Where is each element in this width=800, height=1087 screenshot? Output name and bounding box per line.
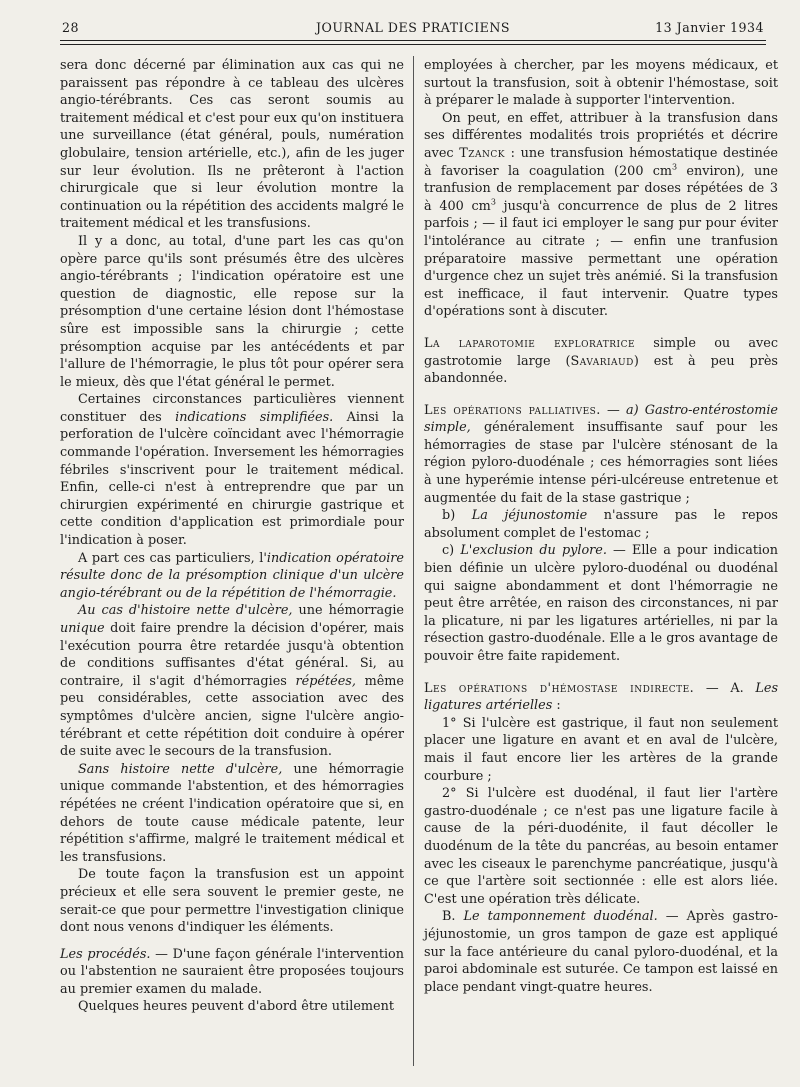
- left-column: [60, 57, 404, 1016]
- paragraph: Certaines circonstances particulières viennent constituer des indications simplifiées. Ainsi la perforation de l'ulcère coïncidant avec l'hémorragie commande l'opération. Inversement les hémorragies fébriles s'inscrivent pour le traitement médical. Enfin, celle-ci n'est à entreprendre que par un chirurgien expérimenté en chirurgie gastrique et cette condition d'application est primordiale pour l'indication à poser.: [60, 392, 404, 549]
- paragraph: 2° Si l'ulcère est duodénal, il faut lier l'artère gastro-duodénale ; ce n'est pas une ligature facile à cause de la péri-duodénite, il faut décoller le duodénum de la tête du pancréas, au besoin entamer avec les ciseaux le parenchyme pancréatique, jusqu'à ce que l'artère soit sectionnée : elle est alors liée. C'est une opération très délicate.: [424, 786, 778, 907]
- paragraph: On peut, en effet, attribuer à la transfusion dans ses différentes modalités trois propriétés et décrire avec Tzanck : une transfusion hémostatique destinée à favoriser la coagulation (200 $cm^3$ environ), une tranfusion de remplacement par doses répétées de 3 à 400 $cm^3$ jusqu'à concurrence de plus de 2 litres parfois ; — il faut ici employer le sang pur pour éviter l'intolérance au citrate ; — enfin une tranfusion préparatoire massive permettant une opération d'urgence chez un sujet très anémié. Si la transfusion est inefficace, il faut intervenir. Quatre types d'opérations sont à discuter.: [424, 110, 779, 320]
- section-heading-paragraph: Les opérations d'hémostase indirecte. — A. Les ligatures artérielles :: [424, 680, 779, 714]
- right-column: [424, 57, 778, 996]
- paragraph: employées à chercher, par les moyens médicaux, et surtout la transfusion, soit à obtenir l'hémostase, soit à préparer le malade à supporter l'intervention.: [424, 58, 778, 109]
- paragraph: Quelques heures peuvent d'abord être utilement: [78, 999, 395, 1015]
- paragraph: A part ces cas particuliers, l'indication opératoire résulte donc de la présomption clinique d'un ulcère angio-térébrant ou de la répétition de l'hémorragie.: [60, 550, 404, 601]
- paragraph: De toute façon la transfusion est un appoint précieux et elle sera souvent le premier geste, ne serait-ce que pour permettre l'investigation clinique dont nous venons d'indiquer les éléments.: [60, 867, 404, 936]
- paragraph: Il y a donc, au total, d'une part les cas qu'on opère parce qu'ils sont présumés être des ulcères angio-térébrants ; l'indication opératoire est une question de diagnostic, elle repose sur la présomption d'une certaine lésion dont l'hémostase sûre est impossible sans la chirurgie ; cette présomption acquise par les antécédents et par l'allure de l'hémorragie, le plus tôt pour opérer sera le mieux, dès que l'état général le permet.: [60, 233, 404, 390]
- page-header: [62, 20, 764, 40]
- paragraph: 1° Si l'ulcère est gastrique, il faut non seulement placer une ligature en avant et en aval de l'ulcère, mais il faut encore lier les artères de la grande courbure ;: [424, 715, 778, 784]
- issue-date: 13 Janvier 1934: [655, 20, 764, 35]
- paragraph: sera donc décerné par élimination aux cas qui ne paraissent pas répondre à ce tableau des ulcères angio-térébrants. Ces cas seront soumis au traitement médical et c'est pour eux qu'on instituera une surveillance (état général, pouls, numération globulaire, tension artérielle, etc.), afin de les juger sur leur évolution. Ils ne prêteront à l'action chirurgicale que si leur évolution montre la continuation ou la répétition des accidents malgré le traitement médical et les transfusions.: [60, 58, 404, 232]
- section-heading-paragraph: Les procédés. — D'une façon générale l'intervention ou l'abstention ne sauraient être proposées toujours au premier examen du malade.: [60, 946, 405, 997]
- column-divider: [413, 56, 414, 1066]
- section-heading-paragraph: Les opérations palliatives. — a) Gastro-entérostomie simple, généralement insuffisante sauf pour les hémorragies de stase par l'ulcère sténosant de la région pyloro-duodénale ; ces hémorragies sont liées à une hyperémie intense péri-ulcéreuse entretenue et augmentée du fait de la stase gastrique ;: [424, 402, 779, 506]
- header-rule: [60, 40, 766, 41]
- paragraph: Sans histoire nette d'ulcère, une hémorragie unique commande l'abstention, et des hémorragies répétées ne créent l'indication opératoire que si, en dehors de toute cause médicale patente, leur répétition s'affirme, malgré le traitement médical et les transfusions.: [60, 761, 405, 865]
- journal-title: JOURNAL DES PRATICIENS: [315, 20, 511, 35]
- paragraph: b) La jéjunostomie n'assure pas le repos absolument complet de l'estomac ;: [424, 508, 778, 541]
- paragraph: B. Le tamponnement duodénal. — Après gastro-jéjunostomie, un gros tampon de gaze est appliqué sur la face antérieure du canal pyloro-duodénal, et la paroi abdominale est suturée. Ce tampon est laissé en place pendant vingt-quatre heures.: [424, 909, 779, 995]
- paragraph: Au cas d'histoire nette d'ulcère, une hémorragie unique doit faire prendre la décision d'opérer, mais l'exécution pourra être retardée jusqu'à obtention de conditions suffisantes d'état général. Si, au contraire, il s'agit d'hémorragies répétées, même peu considérables, cette association avec des symptômes d'ulcère ancien, signe l'ulcère angio-térébrant et cette répétition doit conduire à opérer de suite avec le secours de la transfusion.: [60, 603, 405, 760]
- header-rule-thin: [60, 44, 766, 45]
- section-heading-paragraph: La laparotomie exploratrice simple ou avec gastrotomie large (Savariaud) est à peu près abandonnée.: [424, 335, 778, 387]
- paragraph: c) L'exclusion du pylore. — Elle a pour indication bien définie un ulcère pyloro-duodénal ou duodénal qui saigne abondamment et dont l'hémorragie ne peut être arrêtée, en raison des circonstances, ni par la plicature, ni par les ligatures artérielles, ni par la résection gastro-duodénale. Elle a le gros avantage de pouvoir être faite rapidement.: [424, 543, 779, 664]
- page-number: 28: [62, 20, 80, 35]
